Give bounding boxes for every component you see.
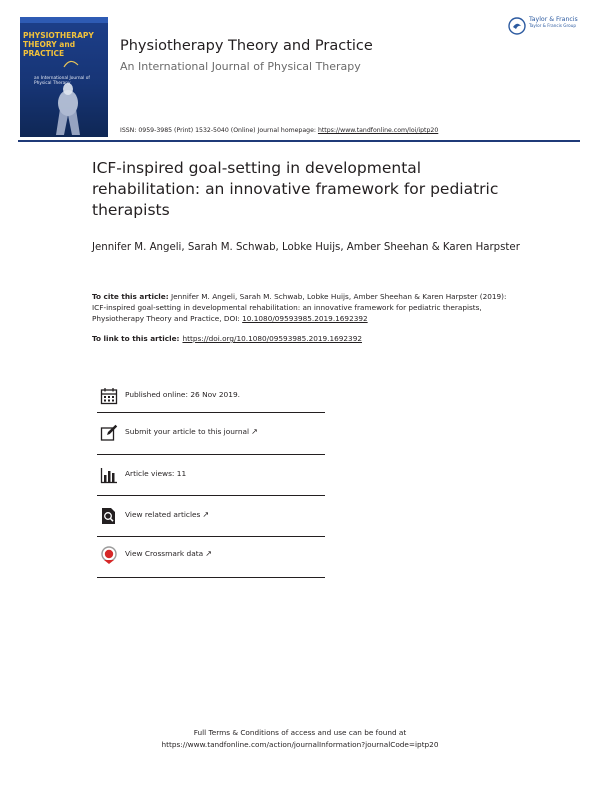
article-views-label: Article views: 11: [125, 469, 187, 478]
issn-text: ISSN: 0959-3985 (Print) 1532-5040 (Online) Journal homepage:: [120, 127, 318, 134]
crossmark-label[interactable]: [125, 549, 212, 558]
article-title: ICF-inspired goal-setting in developmental rehabilitation: an innovative framework for pediatric therapists: [92, 159, 499, 219]
taylor-francis-logo-icon: [508, 17, 526, 35]
crossmark-icon: [100, 546, 118, 564]
article-authors: Jennifer M. Angeli, Sarah M. Schwab, Lobke Huijs, Amber Sheehan & Karen Harpster: [92, 242, 520, 253]
search-document-icon: [100, 507, 118, 525]
header-divider: [18, 140, 580, 142]
edit-icon: [100, 424, 118, 442]
citation-label: To cite this article:: [92, 292, 169, 301]
related-articles-label[interactable]: [125, 510, 209, 519]
citation-block: [92, 291, 522, 324]
terms-footer: [0, 727, 600, 751]
publisher-logo-line1: Taylor & Francis: [529, 16, 578, 23]
issn-line: [120, 127, 438, 134]
action-crossmark[interactable]: [97, 535, 325, 575]
external-link-icon: ↗: [202, 510, 210, 519]
journal-title: Physiotherapy Theory and Practice: [120, 38, 373, 54]
external-link-icon: ↗: [205, 549, 212, 558]
journal-subtitle: An International Journal of Physical Therapy: [120, 60, 361, 73]
action-published-online: [97, 376, 325, 416]
submit-article-label[interactable]: [125, 427, 258, 436]
submit-article-text: Submit your article to this journal: [125, 427, 250, 436]
publisher-logo[interactable]: [508, 15, 586, 37]
divider: [97, 577, 325, 578]
article-link-label: To link to this article:: [92, 334, 180, 343]
article-link-line: [92, 333, 522, 344]
cover-subtitle: an International Journal of Physical Therapy: [34, 76, 90, 86]
action-related-articles[interactable]: [97, 496, 325, 536]
citation-doi-link[interactable]: 10.1080/09593985.2019.1692392: [242, 314, 368, 323]
external-link-icon: ↗: [251, 427, 258, 436]
calendar-icon: [100, 387, 118, 405]
journal-cover-image: [20, 17, 108, 137]
terms-line: Full Terms & Conditions of access and use can be found at: [193, 728, 407, 737]
publisher-logo-text: [529, 17, 578, 29]
terms-url-link[interactable]: https://www.tandfonline.com/action/journalInformation?journalCode=iptp20: [161, 740, 439, 749]
article-doi-url[interactable]: https://doi.org/10.1080/09593985.2019.1692392: [182, 334, 362, 343]
related-articles-text: View related articles: [125, 510, 201, 519]
publisher-logo-line2: Taylor & Francis Group: [529, 23, 577, 28]
published-online-label: Published online: 26 Nov 2019.: [125, 390, 240, 399]
citation-text: Jennifer M. Angeli, Sarah M. Schwab, Lobke Huijs, Amber Sheehan & Karen Harpster (2019): ICF-inspired goal-setting in developmental rehabilitation: an innovative framework for pediatric therapists, Physiotherapy Theory and Practice, DOI:: [92, 292, 507, 323]
cover-title: PHYSIOTHERAPY THEORY and PRACTICE: [23, 31, 94, 58]
crossmark-text: View Crossmark data: [125, 549, 204, 558]
action-article-views: [97, 455, 325, 495]
action-submit-article[interactable]: [97, 413, 325, 453]
journal-homepage-link[interactable]: https://www.tandfonline.com/loi/iptp20: [317, 127, 439, 134]
bar-chart-icon: [100, 466, 118, 484]
